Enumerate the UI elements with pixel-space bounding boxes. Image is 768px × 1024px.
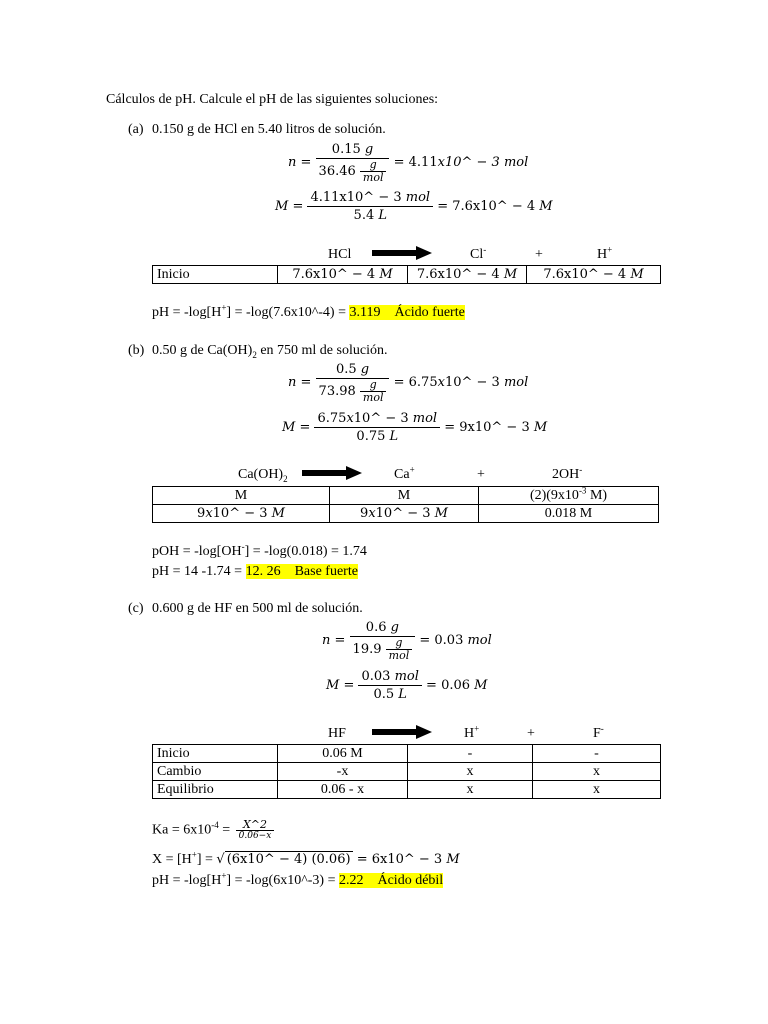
- c-species-f: F-: [593, 723, 604, 741]
- c-x-line: X = [H+] = √ (6x10^ − 4) (0.06) = 6x10^ − 3 M: [152, 849, 460, 867]
- b-ph-value: 12. 26: [245, 564, 281, 579]
- a-cell-h: [527, 266, 661, 284]
- table-row: [153, 505, 659, 523]
- a-species-hcl: HCl: [328, 247, 352, 262]
- c-x-result: = 6x10^ − 3: [356, 852, 443, 867]
- c-cell-f: -: [533, 745, 661, 763]
- a-ice-table: [152, 265, 661, 284]
- b-m-result-unit: M: [533, 420, 548, 435]
- part-b-statement: [152, 343, 387, 359]
- part-a-statement: 0.150 g de HCl en 5.40 litros de solución.: [152, 122, 386, 137]
- b-m-num: 6.75: [317, 411, 347, 426]
- table-row: [153, 781, 661, 799]
- b-value-oh: 0.018 M: [479, 505, 659, 523]
- c-ka-start: Ka = 6x10: [152, 822, 212, 838]
- a-m-den-unit: L: [378, 208, 388, 223]
- c-n-equation: n = 0.6 g 19.9 $\frac{g}{\text{mol}}$ = 0.03 mol: [322, 620, 492, 662]
- c-ph-type: Ácido débil: [377, 873, 444, 888]
- c-species-hf: HF: [328, 726, 346, 741]
- a-n-result: 4.11: [408, 155, 438, 170]
- a-species-cl-text: Cl: [470, 247, 484, 262]
- c-x-unit: M: [446, 852, 460, 867]
- c-x-mid: ] =: [196, 852, 213, 867]
- c-n-result: 0.03: [434, 633, 464, 648]
- a-n-var: n: [288, 155, 297, 170]
- b-poh-line: pOH = -log[OH-] = -log(0.018) = 1.74: [152, 541, 367, 559]
- c-n-den: 19.9: [352, 642, 382, 657]
- c-n-var: n: [322, 633, 331, 648]
- a-ph-type: Ácido fuerte: [394, 305, 465, 320]
- a-species-cl: Cl-: [470, 244, 487, 262]
- c-m-num: 0.03: [361, 669, 391, 684]
- c-ka-line: [152, 820, 274, 841]
- b-value-ca-unit: M: [434, 506, 448, 521]
- a-m-result-unit: M: [539, 199, 553, 214]
- c-m-var: M: [326, 678, 340, 693]
- c-m-result: 0.06: [441, 678, 471, 693]
- a-n-den: 36.46: [318, 164, 356, 179]
- b-n-result: 6.75: [408, 375, 438, 390]
- table-row: [153, 763, 661, 781]
- c-row-label: Cambio: [153, 763, 278, 781]
- a-ph-mid: ] = -log(7.6x10^-4) =: [226, 305, 346, 320]
- b-header-oh-exp: -3: [578, 485, 587, 496]
- b-species-plus: +: [477, 467, 485, 482]
- c-ph-mid: ] = -log(6x10^-3) =: [226, 873, 336, 888]
- b-n-num-unit: g: [360, 362, 370, 377]
- a-m-var: M: [275, 199, 289, 214]
- c-m-den-unit: L: [398, 687, 407, 702]
- b-species-caoh2-sub: 2: [283, 473, 288, 484]
- page-header: Cálculos de pH. Calcule el pH de las siguientes soluciones:: [106, 92, 439, 107]
- b-ph-type: Base fuerte: [294, 564, 358, 579]
- table-row: [153, 745, 661, 763]
- a-n-equation: n = 0.15 g 36.46 $\frac{g}{\text{mol}}$ = 4.11x10^ − 3 mol: [288, 142, 529, 184]
- b-species-ca: Ca+: [394, 464, 415, 482]
- c-x-sqrt-expr: √ (6x10^ − 4) (0.06) = 6x10^ − 3 M: [216, 852, 460, 867]
- a-ph-line: pH = -log[H+] = -log(7.6x10^-4) = 3.119 Ácido fuerte: [152, 302, 465, 320]
- b-m-equation: M = $\frac{\text{6.75x10\textasciicircum{} − 3 mol}}{0.75 L}$ = 9x10^ − 3 M: [282, 411, 548, 444]
- a-m-result: 7.6x10^ − 4: [452, 199, 536, 214]
- a-n-num-unit: g: [364, 142, 374, 157]
- c-cell-hf: 0.06 - x: [278, 781, 408, 799]
- b-statement-start: 0.50 g de Ca(OH): [152, 343, 253, 358]
- a-species-plus: +: [535, 247, 543, 262]
- b-m-var: M: [282, 420, 296, 435]
- b-reaction-arrow-icon: [302, 466, 362, 480]
- part-a-label: (a): [128, 122, 144, 137]
- b-species-2oh-text: 2OH: [552, 467, 580, 482]
- a-ph-value: 3.119: [349, 305, 381, 320]
- c-species-h: H+: [464, 723, 480, 741]
- c-m-num-unit: mol: [394, 669, 419, 684]
- a-m-num: 4.11x10^ − 3: [310, 190, 402, 205]
- b-value-caoh2-val: 9: [197, 506, 206, 521]
- b-n-den-unit-top: g: [360, 379, 387, 392]
- c-n-num-unit: g: [390, 620, 399, 635]
- b-species-2oh: 2OH-: [552, 464, 583, 482]
- a-cell-cl: [408, 266, 527, 284]
- b-m-den: 0.75: [356, 429, 386, 444]
- a-m-equation: M = $\frac{\text{4.11x10\textasciicircum{} − 3 mol}}{5.4 L}$ = 7.6x10^ − 4 M: [275, 190, 553, 223]
- c-species-plus: +: [527, 726, 535, 741]
- c-m-den: 0.5: [373, 687, 395, 702]
- c-m-result-unit: M: [474, 678, 488, 693]
- a-cell-cl-val: 7.6x10^ − 4: [416, 267, 500, 282]
- b-m-den-unit: L: [389, 429, 399, 444]
- b-header-caoh2: M: [153, 487, 330, 505]
- c-species-f-text: F: [593, 726, 601, 741]
- b-value-caoh2-unit: M: [271, 506, 285, 521]
- c-ice-table: [152, 744, 661, 799]
- b-statement-sub: 2: [252, 349, 257, 360]
- c-species-h-text: H: [464, 726, 475, 741]
- c-x-start: X = [H: [152, 852, 192, 867]
- a-reaction-arrow-icon: [372, 246, 432, 260]
- b-n-den-unit-bottom: mol: [362, 391, 384, 404]
- c-ka-eq: =: [218, 822, 231, 838]
- b-poh-rest: ] = -log(0.018) = 1.74: [244, 544, 367, 559]
- c-ka-den: 0.06−x: [238, 831, 272, 841]
- c-n-result-unit: mol: [467, 633, 492, 648]
- part-c-label: (c): [128, 601, 144, 616]
- b-species-caoh2-text: Ca(OH): [238, 467, 284, 482]
- c-x-sqrt: (6x10^ − 4) (0.06): [226, 852, 351, 867]
- a-row-label: Inicio: [153, 266, 278, 284]
- a-cell-h-unit: M: [630, 267, 644, 282]
- a-ph-highlight: [349, 305, 464, 320]
- b-poh-start: pOH = -log[OH: [152, 544, 242, 559]
- c-reaction-arrow-icon: [372, 725, 432, 739]
- b-value-caoh2: 9x10^ − 3 M: [153, 505, 330, 523]
- c-ka-num: X^2: [236, 820, 275, 831]
- part-c-statement: 0.600 g de HF en 500 ml de solución.: [152, 601, 363, 616]
- b-species-ca-text: Ca: [394, 467, 410, 482]
- c-row-label: Equilibrio: [153, 781, 278, 799]
- a-cell-h-val: 7.6x10^ − 4: [543, 267, 627, 282]
- a-species-h-text: H: [597, 247, 608, 262]
- c-n-num: 0.6: [365, 620, 387, 635]
- b-n-num: 0.5: [335, 362, 357, 377]
- b-ph-highlight: [246, 564, 358, 579]
- b-header-oh-end: M): [589, 488, 608, 503]
- c-cell-h: x: [408, 763, 533, 781]
- a-n-result-unit: mol: [503, 155, 529, 170]
- a-ph-start: pH = -log[H: [152, 305, 222, 320]
- c-ka-exp: -4: [211, 820, 219, 831]
- c-m-equation: M = $\frac{\text{0.03 mol}}{0.5 L}$ = 0.06 M: [326, 669, 488, 702]
- b-ph-line: [152, 564, 358, 580]
- b-ph-start: pH = 14 -1.74 =: [152, 564, 243, 579]
- c-ph-highlight: [339, 873, 443, 888]
- a-cell-hcl: [278, 266, 408, 284]
- a-cell-hcl-val: 7.6x10^ − 4: [292, 267, 376, 282]
- c-cell-h: x: [408, 781, 533, 799]
- c-cell-f: x: [533, 763, 661, 781]
- c-cell-hf: 0.06 M: [278, 745, 408, 763]
- b-n-equation: n = 0.5 g 73.98 $\frac{g}{\text{mol}}$ = 6.75x10^ − 3 mol: [288, 362, 529, 404]
- a-n-den-unit-top: g: [360, 159, 387, 172]
- c-row-label: Inicio: [153, 745, 278, 763]
- b-header-ca: M: [330, 487, 479, 505]
- table-row: [153, 266, 661, 284]
- c-cell-h: -: [408, 745, 533, 763]
- a-cell-hcl-unit: M: [379, 267, 393, 282]
- a-n-num: 0.15: [331, 142, 361, 157]
- b-value-ca-val: 9: [360, 506, 369, 521]
- c-n-den-unit-bottom: mol: [388, 649, 410, 662]
- b-species-caoh2: [238, 467, 288, 483]
- a-cell-cl-unit: M: [503, 267, 518, 282]
- b-value-ca: 9x10^ − 3 M: [330, 505, 479, 523]
- a-m-num-unit: mol: [405, 190, 431, 205]
- b-n-den: 73.98: [318, 384, 356, 399]
- a-m-den: 5.4: [353, 208, 375, 223]
- b-header-oh: [479, 487, 659, 505]
- b-m-result: 9x10^ − 3: [459, 420, 530, 435]
- table-row: [153, 487, 659, 505]
- c-cell-f: x: [533, 781, 661, 799]
- c-n-den-unit-top: g: [386, 637, 413, 650]
- part-b-label: (b): [128, 343, 145, 358]
- b-concentration-table: [152, 486, 659, 523]
- b-statement-end: en 750 ml de solución.: [260, 343, 388, 358]
- b-header-oh-start: (2)(9x10: [529, 488, 579, 503]
- a-n-result-exp: x10^ − 3: [437, 155, 500, 170]
- c-ph-start: pH = -log[H: [152, 873, 222, 888]
- c-cell-hf: -x: [278, 763, 408, 781]
- b-n-result-unit: mol: [503, 375, 529, 390]
- b-n-var: n: [288, 375, 297, 390]
- a-species-h: H+: [597, 244, 613, 262]
- c-ph-value: 2.22: [338, 873, 364, 888]
- c-ph-line: pH = -log[H+] = -log(6x10^-3) = 2.22 Ácido débil: [152, 870, 444, 888]
- b-m-num-unit: mol: [412, 411, 438, 426]
- a-n-den-unit-bottom: mol: [362, 171, 384, 184]
